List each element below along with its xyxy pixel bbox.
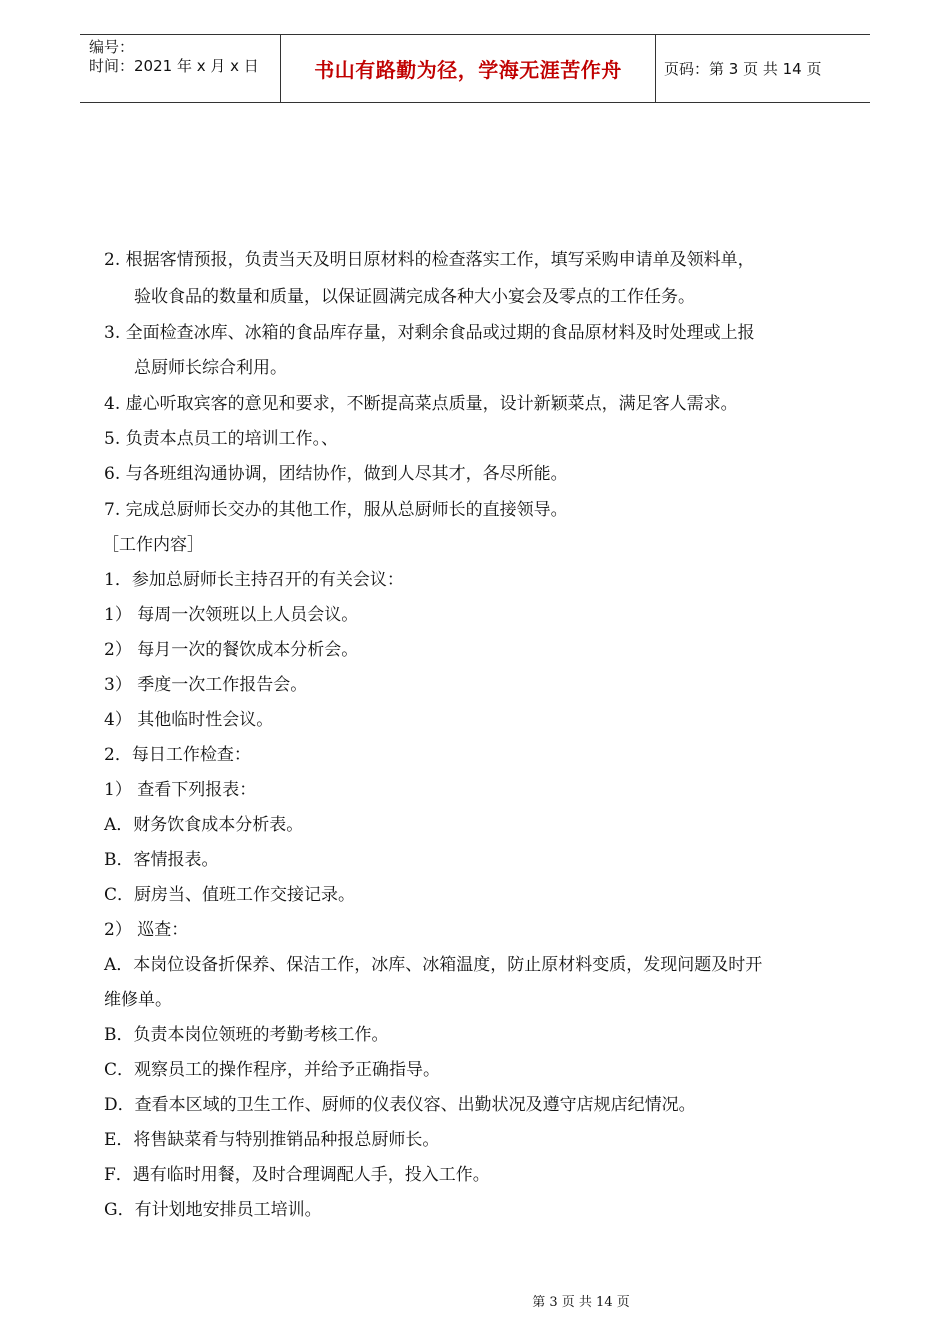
header-motto: 书山有路勤为径，学海无涯苦作舟 bbox=[314, 58, 622, 82]
list-item: 维修单。 bbox=[104, 990, 172, 1010]
body-line-3: 3. 全面检查冰库、冰箱的食品库存量，对剩余食品或过期的食品原材料及时处理或上报 bbox=[104, 323, 755, 343]
header-motto-cell bbox=[280, 35, 656, 102]
list-item: 3） 季度一次工作报告会。 bbox=[104, 675, 308, 695]
list-item: 1） 查看下列报表： bbox=[104, 780, 257, 800]
body-line-6: 6. 与各班组沟通协调，团结协作，做到人尽其才，各尽所能。 bbox=[104, 464, 568, 484]
body-line-7: 7. 完成总厨师长交办的其他工作，服从总厨师长的直接领导。 bbox=[104, 500, 568, 520]
list-item: E．将售缺菜肴与特别推销品种报总厨师长。 bbox=[104, 1130, 440, 1150]
list-item: 2） 巡查： bbox=[104, 920, 189, 940]
body-line-4: 4. 虚心听取宾客的意见和要求，不断提高菜点质量，设计新颖菜点，满足客人需求。 bbox=[104, 394, 738, 414]
list-item: C．厨房当、值班工作交接记录。 bbox=[104, 885, 356, 905]
list-item: 2） 每月一次的餐饮成本分析会。 bbox=[104, 640, 359, 660]
body-line-2-cont: 验收食品的数量和质量，以保证圆满完成各种大小宴会及零点的工作任务。 bbox=[134, 287, 695, 307]
list-item: A．财务饮食成本分析表。 bbox=[104, 815, 304, 835]
header-page-cell bbox=[655, 35, 870, 102]
list-item: 1．参加总厨师长主持召开的有关会议： bbox=[104, 570, 404, 590]
section-heading-work-content: ［工作内容］ bbox=[102, 535, 204, 555]
body-line-2: 2. 根据客情预报，负责当天及明日原材料的检查落实工作，填写采购申请单及领料单， bbox=[104, 250, 755, 270]
list-item: D．查看本区域的卫生工作、厨师的仪表仪容、出勤状况及遵守店规店纪情况。 bbox=[104, 1095, 696, 1115]
list-item: 4） 其他临时性会议。 bbox=[104, 710, 274, 730]
list-item: 2．每日工作检查： bbox=[104, 745, 251, 765]
list-item: B．客情报表。 bbox=[104, 850, 219, 870]
list-item: 1） 每周一次领班以上人员会议。 bbox=[104, 605, 359, 625]
header-page-info: 页码：第 3 页 共 14 页 bbox=[664, 60, 822, 78]
list-item: F．遇有临时用餐，及时合理调配人手，投入工作。 bbox=[104, 1165, 490, 1185]
list-item: G．有计划地安排员工培训。 bbox=[104, 1200, 322, 1220]
document-time: 时间：2021 年 x 月 x 日 bbox=[89, 57, 259, 75]
document-number-label: 编号： bbox=[89, 38, 135, 56]
body-line-3-cont: 总厨师长综合利用。 bbox=[134, 358, 287, 378]
list-item: A．本岗位设备折保养、保洁工作，冰库、冰箱温度，防止原材料变质，发现问题及时开 bbox=[104, 955, 763, 975]
list-item: B．负责本岗位领班的考勤考核工作。 bbox=[104, 1025, 389, 1045]
page-header bbox=[80, 34, 870, 103]
body-line-5: 5. 负责本点员工的培训工作。、 bbox=[104, 429, 339, 449]
page-footer: 第 3 页 共 14 页 bbox=[532, 1295, 630, 1310]
header-meta bbox=[80, 35, 280, 102]
list-item: C．观察员工的操作程序，并给予正确指导。 bbox=[104, 1060, 441, 1080]
